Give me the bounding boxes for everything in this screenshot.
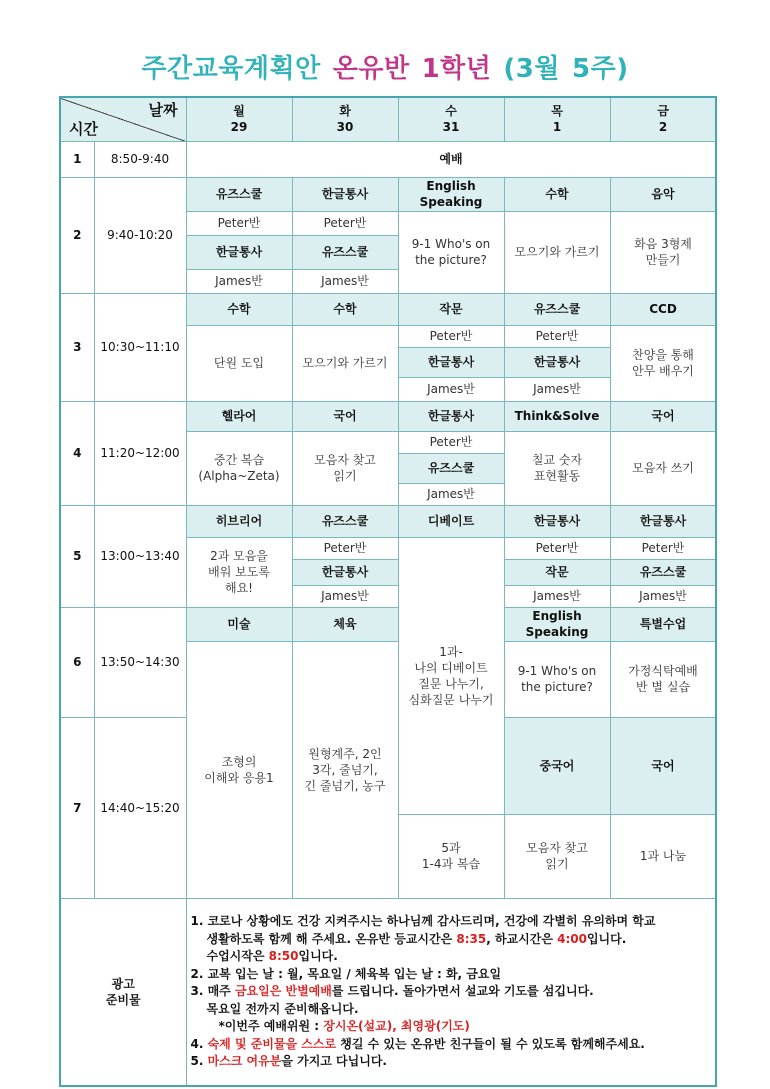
activity-cell: 9-1 Who's on the picture?	[398, 211, 504, 293]
period-row-1	[60, 141, 716, 177]
activity-cell: 원형계주, 2인 3각, 줄넘기, 긴 줄넘기, 농구	[292, 641, 398, 898]
subject-cell: 한글통사	[504, 505, 610, 537]
activity-cell: 가정식탁예배 반 별 실습	[610, 641, 716, 717]
period-number: 2	[60, 177, 94, 293]
subject-cell: 한글통사	[186, 235, 292, 269]
class-group-label: Peter반	[504, 325, 610, 347]
subject-cell: 한글통사	[610, 505, 716, 537]
activity-cell: 칠교 숫자 표현활동	[504, 431, 610, 505]
subject-cell: 국어	[292, 401, 398, 431]
class-group-label: James반	[186, 269, 292, 293]
period-time: 10:30~11:10	[94, 293, 186, 401]
day-header-tue: 화 30	[292, 97, 398, 141]
period-time: 14:40~15:20	[94, 717, 186, 898]
class-group-label: Peter반	[186, 211, 292, 235]
subject-cell: 수학	[292, 293, 398, 325]
notice-item-2: 2. 교복 입는 날 : 월, 목요일 / 체육복 입는 날 : 화, 금요일	[190, 966, 502, 981]
activity-cell: 1과 나눔	[610, 814, 716, 898]
class-group-label: Peter반	[610, 537, 716, 559]
notice-item-3: 3. 매주 금요일은 반별예배를 드립니다. 돌아가면서 설교와 기도를 섬깁니다.	[190, 984, 594, 998]
subject-cell: 미술	[186, 607, 292, 641]
subject-cell: English Speaking	[398, 177, 504, 211]
subject-cell: CCD	[610, 293, 716, 325]
subject-cell: 유즈스쿨	[292, 505, 398, 537]
activity-cell: 2과 모음을 배워 보도록 해요!	[186, 537, 292, 607]
period-time: 8:50-9:40	[94, 141, 186, 177]
subject-cell: 수학	[504, 177, 610, 211]
activity-cell: 모으기와 가르기	[504, 211, 610, 293]
activity-cell: 모음자 찾고 읽기	[504, 814, 610, 898]
subject-cell: 유즈스쿨	[504, 293, 610, 325]
notice-list: 1. 코로나 상황에도 건강 지켜주시는 하나님께 감사드리며, 건강에 각별히 유의하며 학교 생활하도록 함께 해 주세요. 온유반 등교시간은 8:35, 하교시간은 4:00입니다. 수업시작은 8:50입니다. 2. 교복 입는 날 : 월, 목요일 / 체육복 입는 날 : 화, 금요일 3. 매주 금요일은 반별예배를 드립니다. 돌아가면서 설교와 기도를 섬깁니다. 목요일 전까지 준비해옵니다. *이번주 예배위원 : 장시온(설교), 최영광(기도) 4. 숙제 및 준비물을 스스로 챙길 수 있는 온유반 친구들이 될 수 있도록 함께해주세요. 5. 마스크 여유분을 가지고 다닙니다.	[186, 898, 716, 1086]
period-time: 13:00~13:40	[94, 505, 186, 607]
subject-cell: 디베이트	[398, 505, 504, 537]
subject-cell: 국어	[610, 717, 716, 814]
subject-cell: 한글통사	[504, 347, 610, 377]
period-time: 13:50~14:30	[94, 607, 186, 717]
subject-cell: English Speaking	[504, 607, 610, 641]
subject-cell: 히브리어	[186, 505, 292, 537]
class-group-label: Peter반	[504, 537, 610, 559]
subject-cell: 작문	[398, 293, 504, 325]
date-label: 날짜	[148, 101, 178, 119]
class-group-label: Peter반	[292, 211, 398, 235]
period-row-5	[60, 505, 716, 537]
class-group-label: James반	[398, 377, 504, 401]
subject-cell: 유즈스쿨	[292, 235, 398, 269]
activity-cell: 단원 도입	[186, 325, 292, 401]
subject-cell: 특별수업	[610, 607, 716, 641]
notice-item-5: 5. 마스크 여유분을 가지고 다닙니다.	[190, 1054, 387, 1068]
period-row-3	[60, 293, 716, 325]
title-month: (3월	[503, 54, 560, 84]
subject-cell: 작문	[504, 559, 610, 585]
activity-cell: 중간 복습 (Alpha~Zeta)	[186, 431, 292, 505]
class-group-label: Peter반	[398, 431, 504, 453]
activity-cell: 모으기와 가르기	[292, 325, 398, 401]
activity-cell: 조형의 이해와 응용1	[186, 641, 292, 898]
subject-cell: 한글통사	[398, 347, 504, 377]
activity-cell: 모음자 쓰기	[610, 431, 716, 505]
title-plan: 주간교육계획안	[141, 54, 321, 84]
title-week: 5주)	[572, 54, 629, 84]
subject-cell: 유즈스쿨	[186, 177, 292, 211]
title-grade: 1학년	[421, 54, 492, 84]
day-header-thu: 목 1	[504, 97, 610, 141]
subject-cell: 음악	[610, 177, 716, 211]
period-number: 1	[60, 141, 94, 177]
subject-cell: 체육	[292, 607, 398, 641]
day-header-wed: 수 31	[398, 97, 504, 141]
period-row-2	[60, 177, 716, 211]
notice-row	[60, 898, 716, 1086]
class-group-label: Peter반	[292, 537, 398, 559]
subject-cell: 헬라어	[186, 401, 292, 431]
notice-item-1: 1. 코로나 상황에도 건강 지켜주시는 하나님께 감사드리며, 건강에 각별히 유의하며 학교	[190, 914, 656, 928]
page-title	[0, 48, 770, 85]
class-group-label: James반	[292, 269, 398, 293]
notice-label: 광고 준비물	[60, 898, 186, 1086]
period-time: 11:20~12:00	[94, 401, 186, 505]
weekly-schedule-table	[59, 96, 717, 1087]
notice-item-4: 4. 숙제 및 준비물을 스스로 챙길 수 있는 온유반 친구들이 될 수 있도록 함께해주세요.	[190, 1036, 645, 1051]
class-group-label: James반	[504, 377, 610, 401]
period-number: 7	[60, 717, 94, 898]
period-number: 5	[60, 505, 94, 607]
subject-cell: 유즈스쿨	[610, 559, 716, 585]
activity-cell: 5과 1-4과 복습	[398, 814, 504, 898]
period-time: 9:40-10:20	[94, 177, 186, 293]
header-row	[60, 97, 716, 141]
class-group-label: Peter반	[398, 325, 504, 347]
time-label: 시간	[69, 119, 98, 138]
subject-cell: 수학	[186, 293, 292, 325]
subject-cell: 유즈스쿨	[398, 453, 504, 483]
class-group-label: James반	[292, 585, 398, 607]
subject-cell: 한글통사	[292, 559, 398, 585]
activity-cell: 9-1 Who's on the picture?	[504, 641, 610, 717]
day-header-fri: 금 2	[610, 97, 716, 141]
period-number: 4	[60, 401, 94, 505]
activity-cell: 모음자 찾고 읽기	[292, 431, 398, 505]
subject-cell: 국어	[610, 401, 716, 431]
day-header-mon: 월 29	[186, 97, 292, 141]
class-group-label: James반	[398, 483, 504, 505]
worship-cell: 예배	[186, 141, 716, 177]
class-group-label: James반	[504, 585, 610, 607]
header-corner	[60, 97, 186, 141]
title-class: 온유반	[332, 54, 410, 84]
activity-cell: 화음 3형제 만들기	[610, 211, 716, 293]
subject-cell: 한글통사	[398, 401, 504, 431]
debate-activity-cell: 1과- 나의 디베이트 질문 나누기, 심화질문 나누기	[398, 537, 504, 814]
activity-cell: 찬양을 통해 안무 배우기	[610, 325, 716, 401]
period-row-4	[60, 401, 716, 431]
period-row-6	[60, 607, 716, 641]
period-number: 3	[60, 293, 94, 401]
class-group-label: James반	[610, 585, 716, 607]
subject-cell: Think&Solve	[504, 401, 610, 431]
subject-cell: 한글통사	[292, 177, 398, 211]
subject-cell: 중국어	[504, 717, 610, 814]
period-number: 6	[60, 607, 94, 717]
